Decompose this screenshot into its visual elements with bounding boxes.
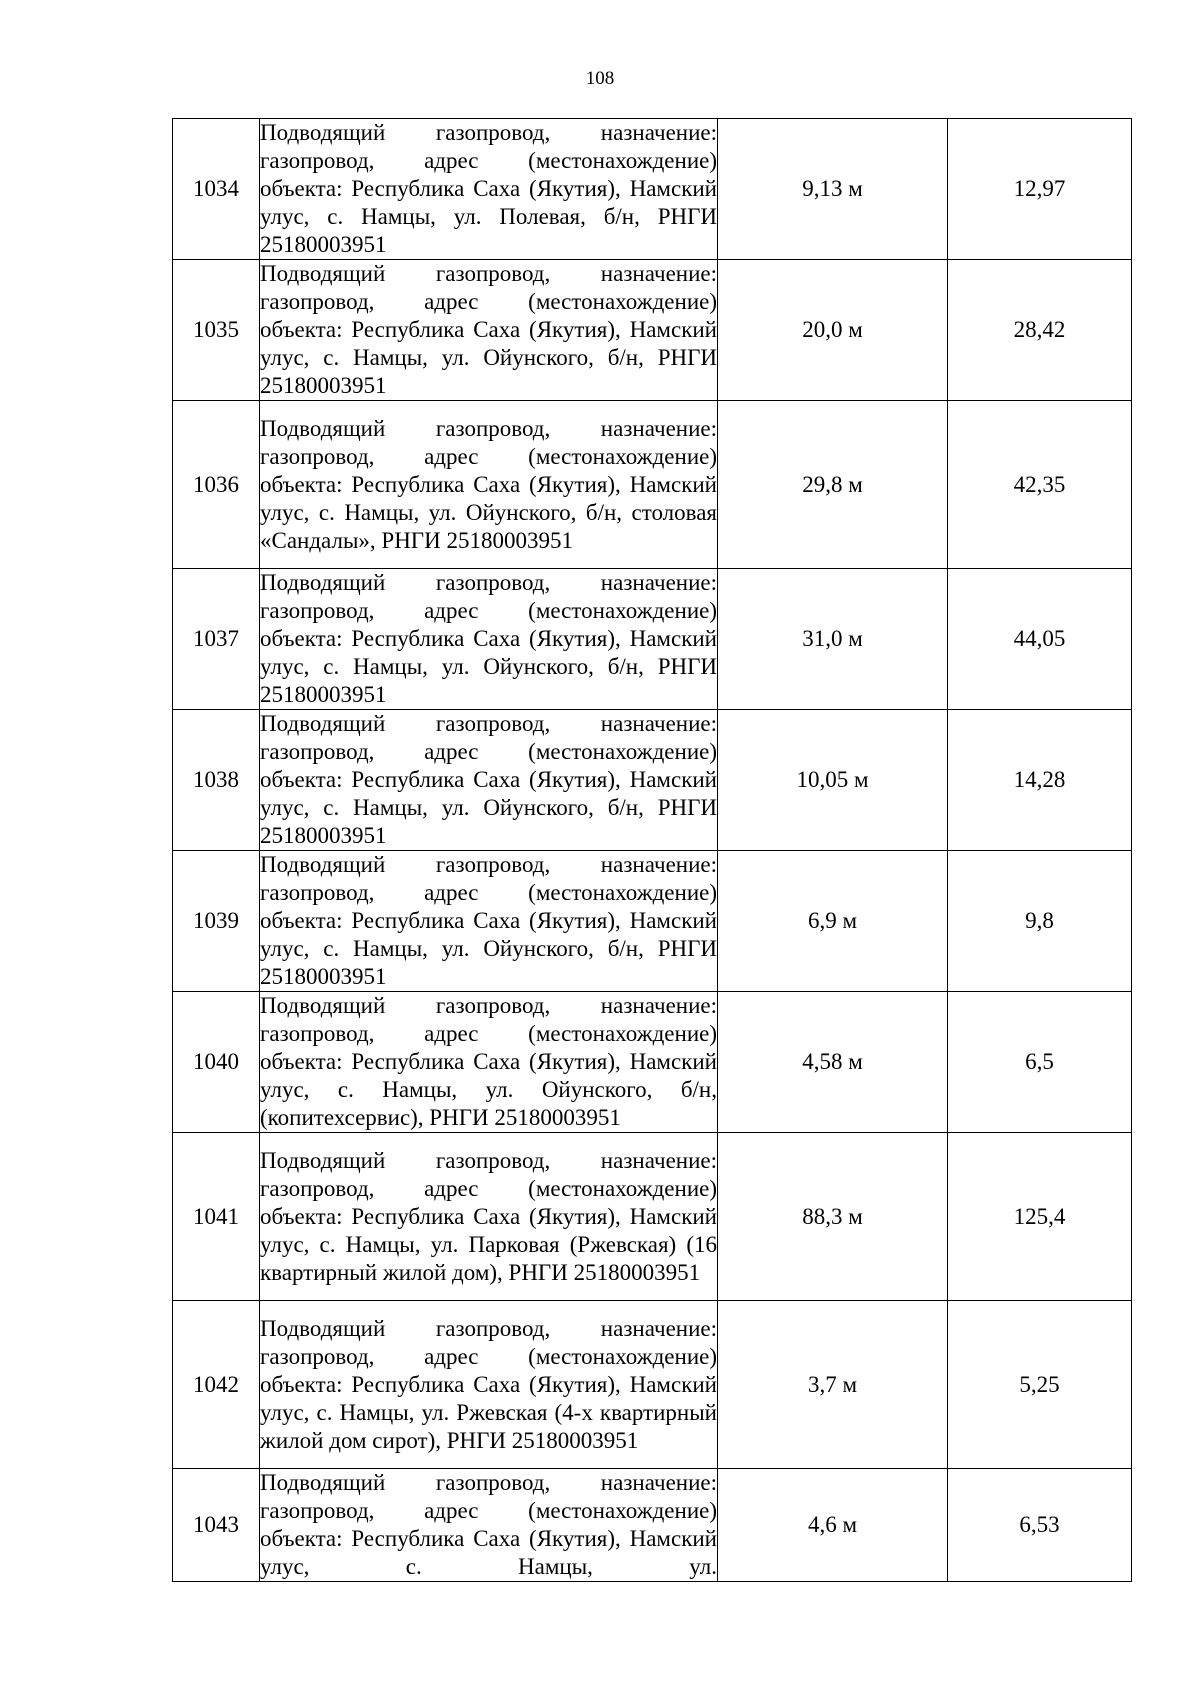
row-number: 1034 xyxy=(173,119,260,260)
table-row xyxy=(173,710,1132,851)
object-value: 5,25 xyxy=(948,1301,1132,1469)
table-row xyxy=(173,1301,1132,1469)
object-description: Подводящий газопровод, назначение: газопровод, адрес (местонахождение) объекта: Республика Саха (Якутия), Намский улус, с. Намцы, ул. Ойунского, б/н, столовая «Сандалы», РНГИ 25180003951 xyxy=(260,401,718,569)
row-number: 1043 xyxy=(173,1469,260,1582)
table-row xyxy=(173,851,1132,992)
object-length: 10,05 м xyxy=(718,710,948,851)
table-row xyxy=(173,401,1132,569)
object-description: Подводящий газопровод, назначение: газопровод, адрес (местонахождение) объекта: Республика Саха (Якутия), Намский улус, с. Намцы, ул. Ржевская (4-х квартирный жилой дом сирот), РНГИ 25180003951 xyxy=(260,1301,718,1469)
object-description: Подводящий газопровод, назначение: газопровод, адрес (местонахождение) объекта: Республика Саха (Якутия), Намский улус, с. Намцы, ул. Ойунского, б/н, РНГИ 25180003951 xyxy=(260,710,718,851)
object-description: Подводящий газопровод, назначение: газопровод, адрес (местонахождение) объекта: Республика Саха (Якутия), Намский улус, с. Намцы, ул. xyxy=(260,1469,718,1582)
row-number: 1040 xyxy=(173,992,260,1133)
row-number: 1036 xyxy=(173,401,260,569)
object-length: 4,6 м xyxy=(718,1469,948,1582)
object-value: 6,53 xyxy=(948,1469,1132,1582)
object-value: 14,28 xyxy=(948,710,1132,851)
object-value: 28,42 xyxy=(948,260,1132,401)
object-value: 44,05 xyxy=(948,569,1132,710)
row-number: 1035 xyxy=(173,260,260,401)
table-row xyxy=(173,1469,1132,1582)
table-row xyxy=(173,569,1132,710)
registry-table xyxy=(172,118,1132,1582)
object-value: 12,97 xyxy=(948,119,1132,260)
object-value: 6,5 xyxy=(948,992,1132,1133)
table-row xyxy=(173,992,1132,1133)
object-description: Подводящий газопровод, назначение: газопровод, адрес (местонахождение) объекта: Республика Саха (Якутия), Намский улус, с. Намцы, ул. Ойунского, б/н, РНГИ 25180003951 xyxy=(260,569,718,710)
object-description: Подводящий газопровод, назначение: газопровод, адрес (местонахождение) объекта: Республика Саха (Якутия), Намский улус, с. Намцы, ул. Полевая, б/н, РНГИ 25180003951 xyxy=(260,119,718,260)
object-length: 31,0 м xyxy=(718,569,948,710)
object-length: 6,9 м xyxy=(718,851,948,992)
row-number: 1041 xyxy=(173,1133,260,1301)
object-length: 3,7 м xyxy=(718,1301,948,1469)
table-row xyxy=(173,1133,1132,1301)
object-length: 88,3 м xyxy=(718,1133,948,1301)
object-value: 125,4 xyxy=(948,1133,1132,1301)
page-number: 108 xyxy=(585,68,615,89)
row-number: 1038 xyxy=(173,710,260,851)
object-description: Подводящий газопровод, назначение: газопровод, адрес (местонахождение) объекта: Республика Саха (Якутия), Намский улус, с. Намцы, ул. Ойунского, б/н, (копитехсервис), РНГИ 25180003951 xyxy=(260,992,718,1133)
object-length: 20,0 м xyxy=(718,260,948,401)
object-length: 4,58 м xyxy=(718,992,948,1133)
table-row xyxy=(173,260,1132,401)
object-value: 9,8 xyxy=(948,851,1132,992)
object-description: Подводящий газопровод, назначение: газопровод, адрес (местонахождение) объекта: Республика Саха (Якутия), Намский улус, с. Намцы, ул. Парковая (Ржевская) (16 квартирный жилой дом), РНГИ 25180003951 xyxy=(260,1133,718,1301)
object-length: 9,13 м xyxy=(718,119,948,260)
object-description: Подводящий газопровод, назначение: газопровод, адрес (местонахождение) объекта: Республика Саха (Якутия), Намский улус, с. Намцы, ул. Ойунского, б/н, РНГИ 25180003951 xyxy=(260,851,718,992)
object-length: 29,8 м xyxy=(718,401,948,569)
row-number: 1039 xyxy=(173,851,260,992)
object-value: 42,35 xyxy=(948,401,1132,569)
row-number: 1042 xyxy=(173,1301,260,1469)
object-description: Подводящий газопровод, назначение: газопровод, адрес (местонахождение) объекта: Республика Саха (Якутия), Намский улус, с. Намцы, ул. Ойунского, б/н, РНГИ 25180003951 xyxy=(260,260,718,401)
row-number: 1037 xyxy=(173,569,260,710)
table-row xyxy=(173,119,1132,260)
